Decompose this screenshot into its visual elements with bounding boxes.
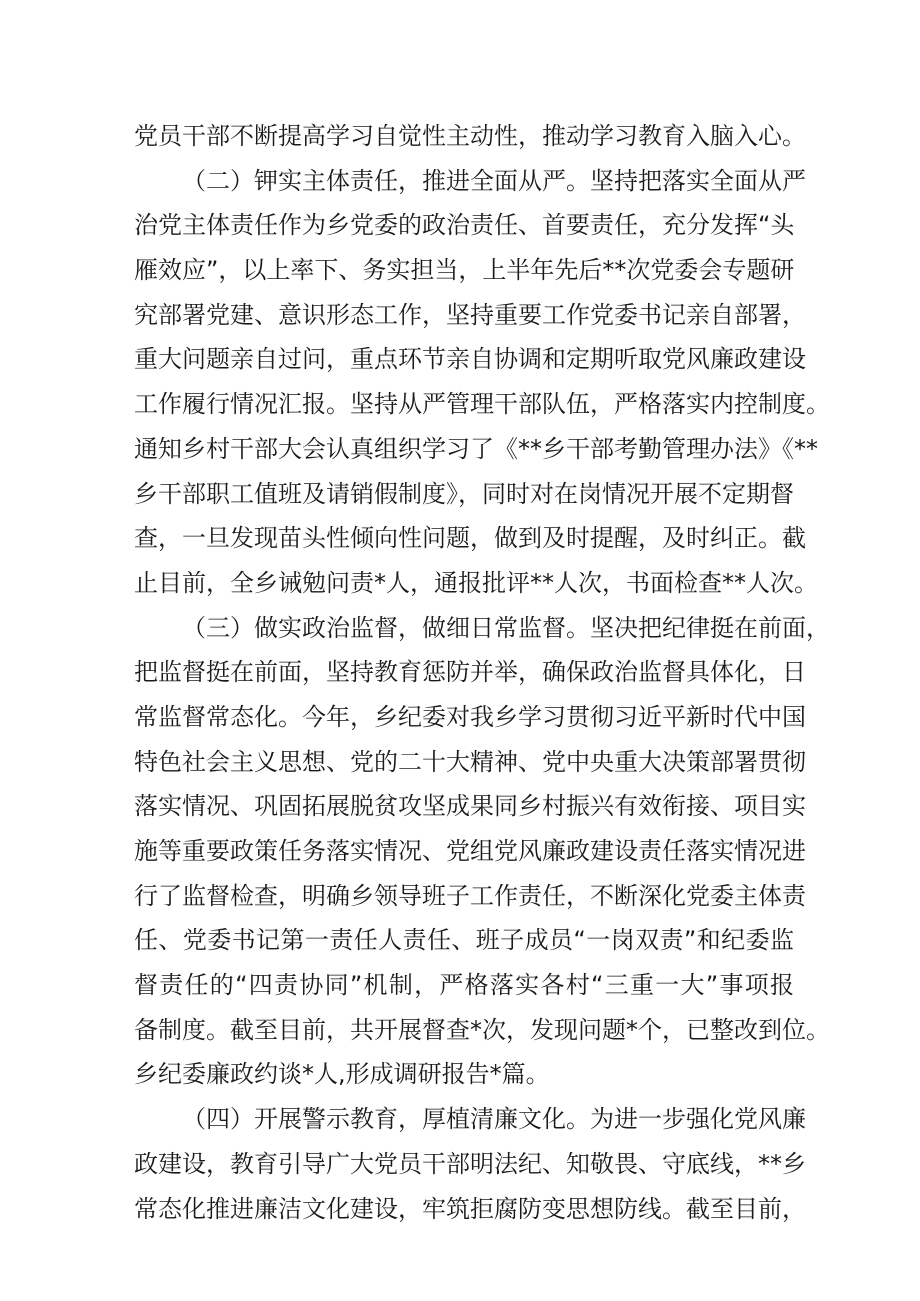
text-line: 行了监督检查，明确乡领导班子工作责任，不断深化党委主体责 bbox=[134, 881, 806, 910]
text-line: 雁效应”，以上率下、务实担当，上半年先后**次党委会专题研 bbox=[134, 256, 795, 285]
text-line: 常态化推进廉洁文化建设，牢筑拒腐防变思想防线。截至目前， bbox=[134, 1194, 806, 1223]
text-line: 重大问题亲自过问，重点环节亲自协调和定期听取党风廉政建设 bbox=[134, 345, 806, 374]
text-line: 落实情况、巩固拓展脱贫攻坚成果同乡村振兴有效衔接、项目实 bbox=[134, 792, 806, 821]
text-line: 治党主体责任作为乡党委的政治责任、首要责任，充分发挥“头 bbox=[134, 211, 795, 240]
text-line: 备制度。截至目前，共开展督查*次，发现问题*个，已整改到位。 bbox=[134, 1015, 830, 1044]
text-line: 把监督挺在前面，坚持教育惩防并举，确保政治监督具体化，日 bbox=[134, 658, 806, 687]
text-line: 党员干部不断提高学习自觉性主动性，推动学习教育入脑入心。 bbox=[134, 122, 806, 150]
body-text bbox=[134, 114, 830, 1231]
text-line: 究部署党建、意识形态工作，坚持重要工作党委书记亲自部署， bbox=[134, 300, 806, 329]
text-line: （二）钾实主体责任，推进全面从严。坚持把落实全面从严 bbox=[182, 166, 806, 195]
text-line: 止目前，全乡诫勉问责*人，通报批评**人次，书面检查**人次。 bbox=[134, 568, 818, 597]
text-line: 乡干部职工值班及请销假制度》，同时对在岗情况开展不定期督 bbox=[134, 479, 794, 508]
text-line: 常监督常态化。今年，乡纪委对我乡学习贯彻习近平新时代中国 bbox=[134, 702, 806, 731]
text-line: 乡纪委廉政约谈*人,形成调研报告*篇。 bbox=[134, 1060, 550, 1089]
text-line: （三）做实政治监督，做细日常监督。坚决把纪律挺在前面， bbox=[182, 613, 830, 642]
text-line: 施等重要政策任务落实情况、党组党风廉政建设责任落实情况进 bbox=[134, 837, 806, 865]
text-line: 任、党委书记第一责任人责任、班子成员“一岗双责”和纪委监 bbox=[134, 926, 794, 955]
text-line: 工作履行情况汇报。坚持从严管理干部队伍，严格落实内控制度。 bbox=[134, 390, 830, 419]
text-line: 特色社会主义思想、党的二十大精神、党中央重大决策部署贯彻 bbox=[134, 747, 806, 776]
text-line: 通知乡村干部大会认真组织学习了《**乡干部考勤管理办法》《** bbox=[134, 434, 818, 463]
text-line: 政建设，教育引导广大党员干部明法纪、知敬畏、守底线，**乡 bbox=[134, 1149, 806, 1178]
text-line: （四）开展警示教育，厚植清廉文化。为进一步强化党风廉 bbox=[182, 1105, 806, 1134]
text-line: 督责任的“四责协同”机制，严格落实各村“三重一大”事项报 bbox=[134, 971, 794, 1000]
text-line: 查，一旦发现苗头性倾向性问题，做到及时提醒，及时纠正。截 bbox=[134, 524, 806, 553]
